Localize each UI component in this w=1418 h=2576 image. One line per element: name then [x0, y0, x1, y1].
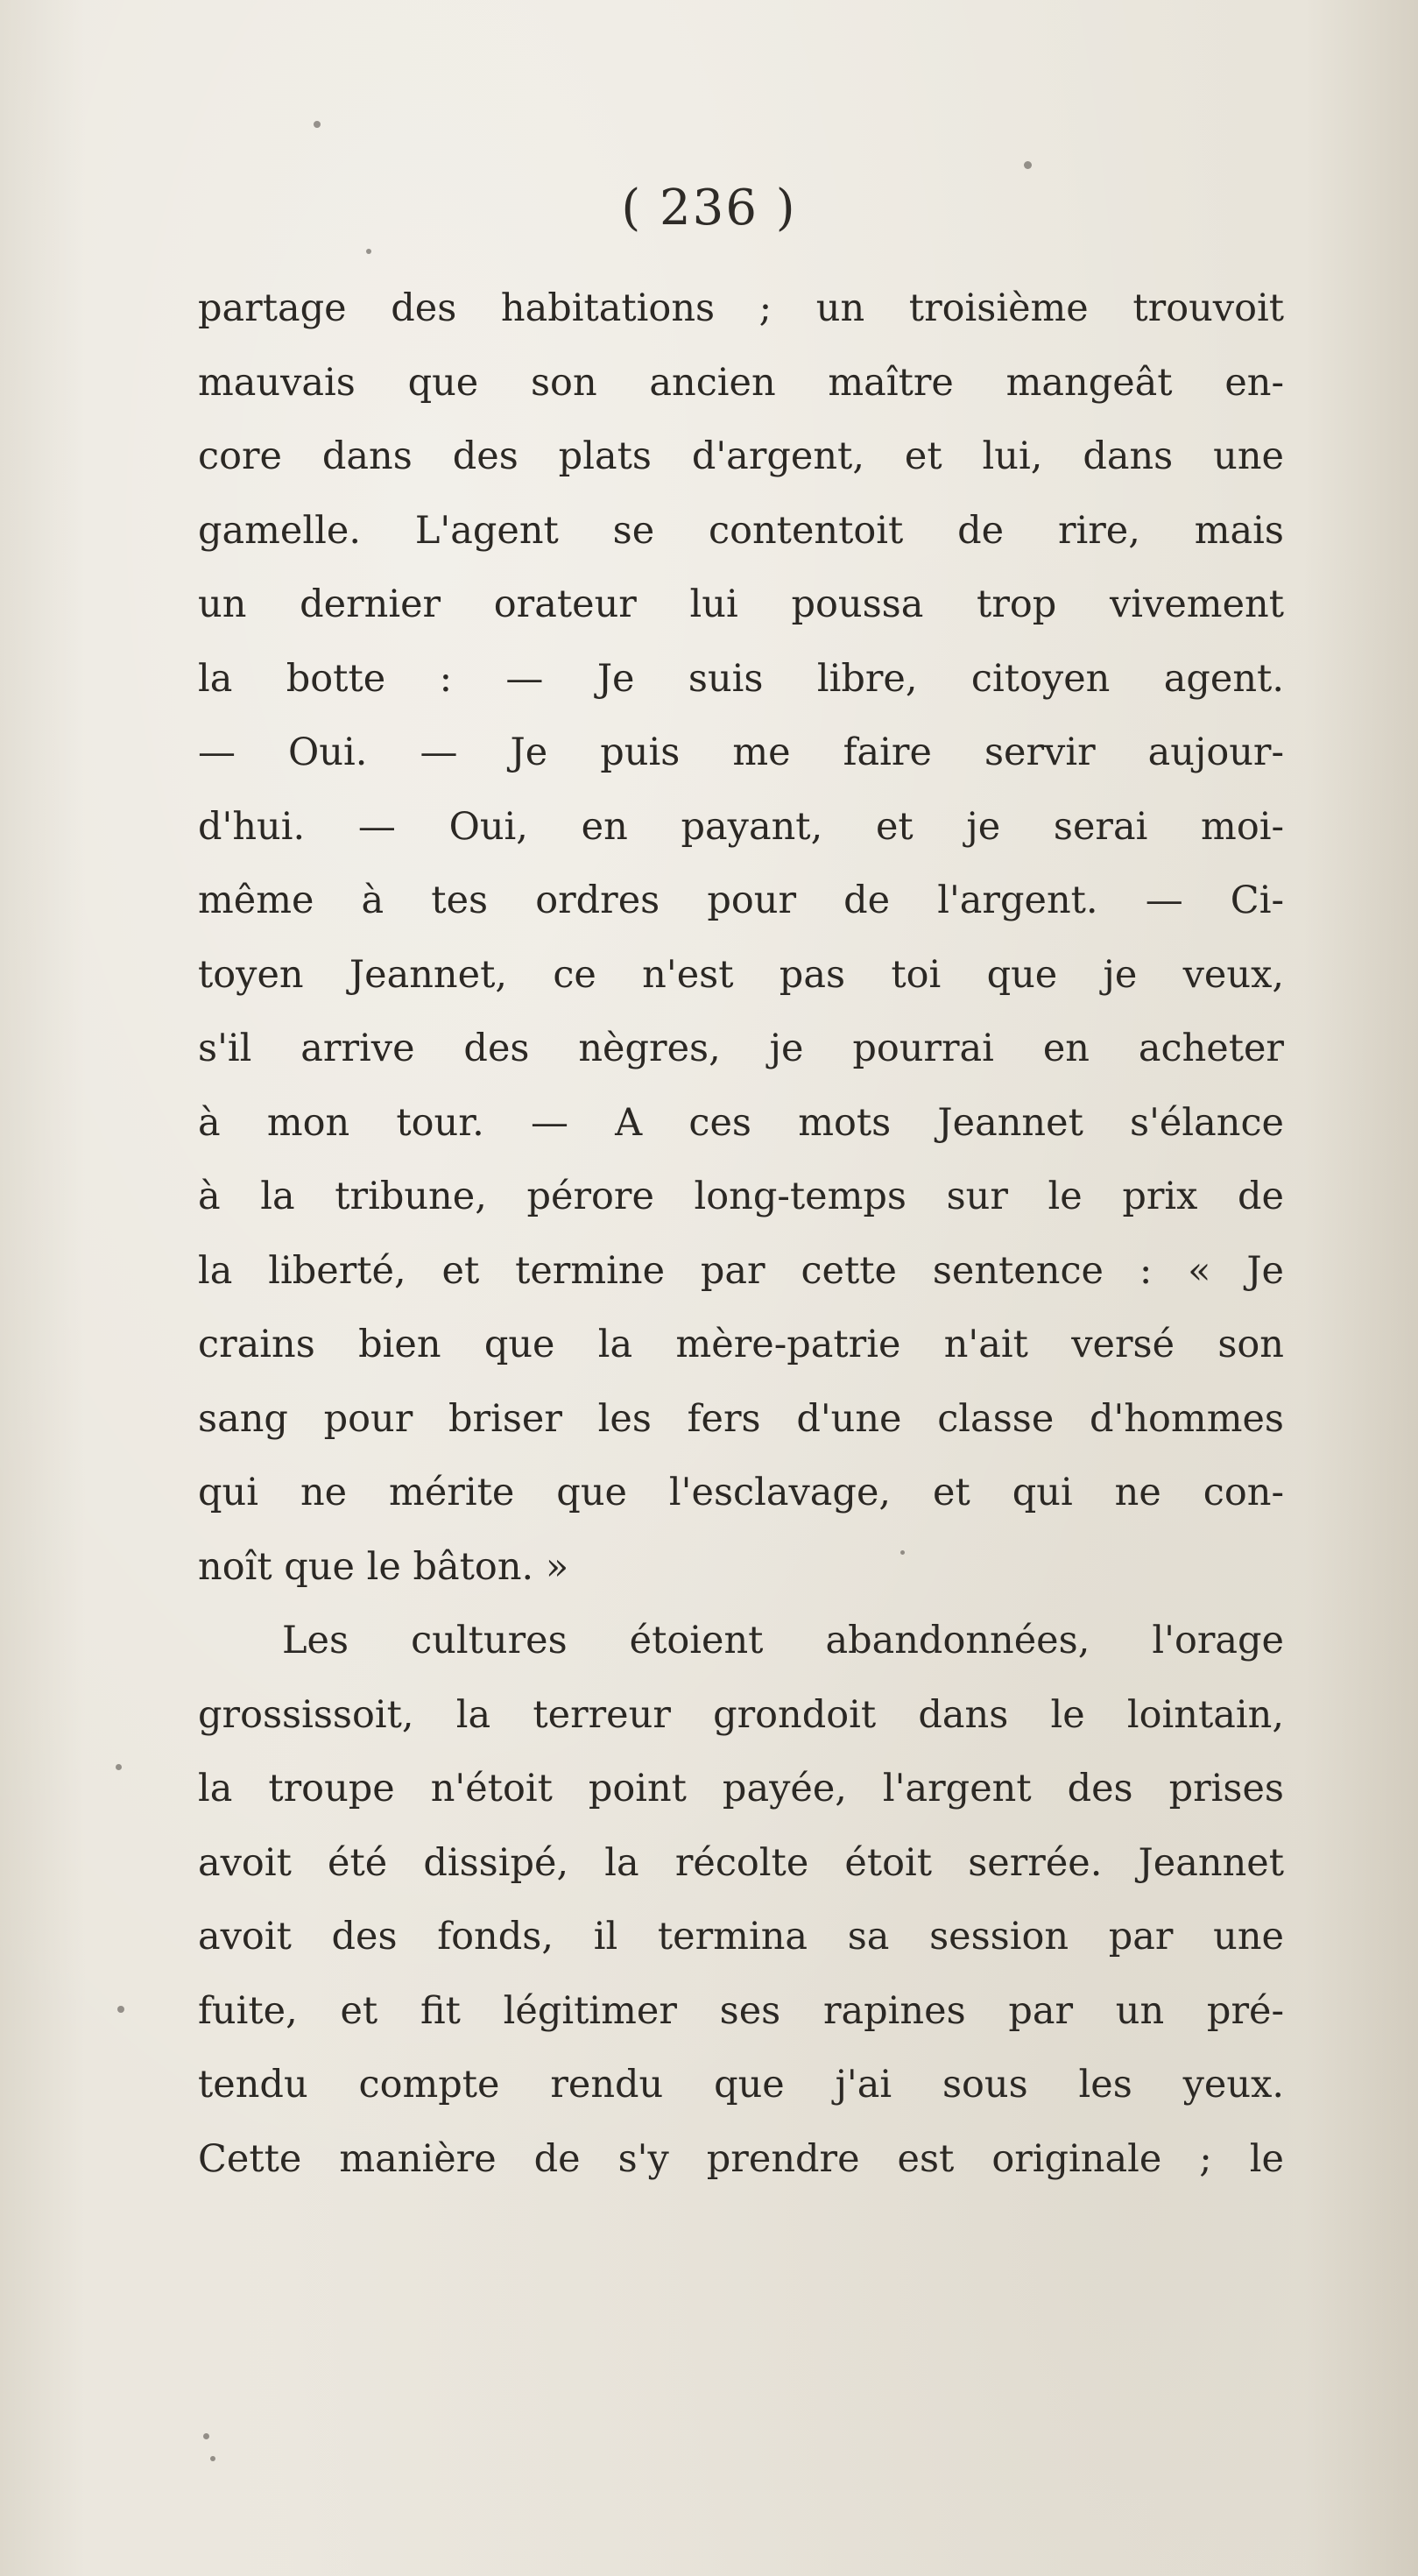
text-line: crains bien que la mère-patrie n'ait versé son [198, 1323, 1284, 1366]
paper-speck [116, 1764, 122, 1770]
paper-speck [900, 1550, 905, 1555]
paper-speck [1024, 161, 1032, 169]
text-line: grossissoit, la terreur grondoit dans le lointain, [198, 1692, 1284, 1737]
text-line: la troupe n'étoit point payée, l'argent des prises [198, 1767, 1284, 1810]
page-number: ( 236 ) [621, 180, 797, 236]
text-line: gamelle. L'agent se contentoit de rire, mais [198, 508, 1284, 553]
page-body [198, 272, 1284, 2196]
text-line: un dernier orateur lui poussa trop vivement [198, 582, 1284, 626]
text-line: qui ne mérite que l'esclavage, et qui ne con- [198, 1471, 1284, 1514]
text-line: tendu compte rendu que j'ai sous les yeux. [198, 2063, 1284, 2107]
text-line: noît que le bâton. » [198, 1544, 569, 1589]
paper-speck [117, 2006, 124, 2013]
paper-speck [210, 2456, 215, 2461]
text-line: avoit été dissipé, la récolte étoit serrée. Jeannet [198, 1840, 1284, 1885]
text-line: — Oui. — Je puis me faire servir aujour- [198, 730, 1284, 774]
text-line: avoit des fonds, il termina sa session par une [198, 1915, 1284, 1958]
text-line: Les cultures étoient abandonnées, l'orage [282, 1619, 1284, 1662]
text-line: d'hui. — Oui, en payant, et je serai moi- [198, 804, 1284, 849]
text-line: la botte : — Je suis libre, citoyen agent. [198, 656, 1284, 701]
paper-speck [203, 2433, 209, 2439]
text-line: toyen Jeannet, ce n'est pas toi que je veux, [198, 952, 1284, 997]
text-line: partage des habitations ; un troisième trouvoit [198, 286, 1284, 330]
paper-speck [314, 121, 321, 128]
text-line: core dans des plats d'argent, et lui, dans une [198, 434, 1284, 478]
text-line: même à tes ordres pour de l'argent. — Ci- [198, 879, 1284, 922]
text-line: à la tribune, pérore long-temps sur le prix de [198, 1175, 1284, 1218]
text-line: mauvais que son ancien maître mangeât en- [198, 360, 1284, 405]
text-line: s'il arrive des nègres, je pourrai en acheter [198, 1027, 1284, 1070]
text-line: Cette manière de s'y prendre est originale ; le [198, 2136, 1284, 2181]
text-line: fuite, et fit légitimer ses rapines par un pré- [198, 1988, 1284, 2033]
text-line: sang pour briser les fers d'une classe d'hommes [198, 1396, 1284, 1441]
text-line: la liberté, et termine par cette sentence : « Je [198, 1248, 1284, 1293]
paper-speck [366, 249, 371, 254]
text-line: à mon tour. — A ces mots Jeannet s'élance [198, 1100, 1284, 1145]
